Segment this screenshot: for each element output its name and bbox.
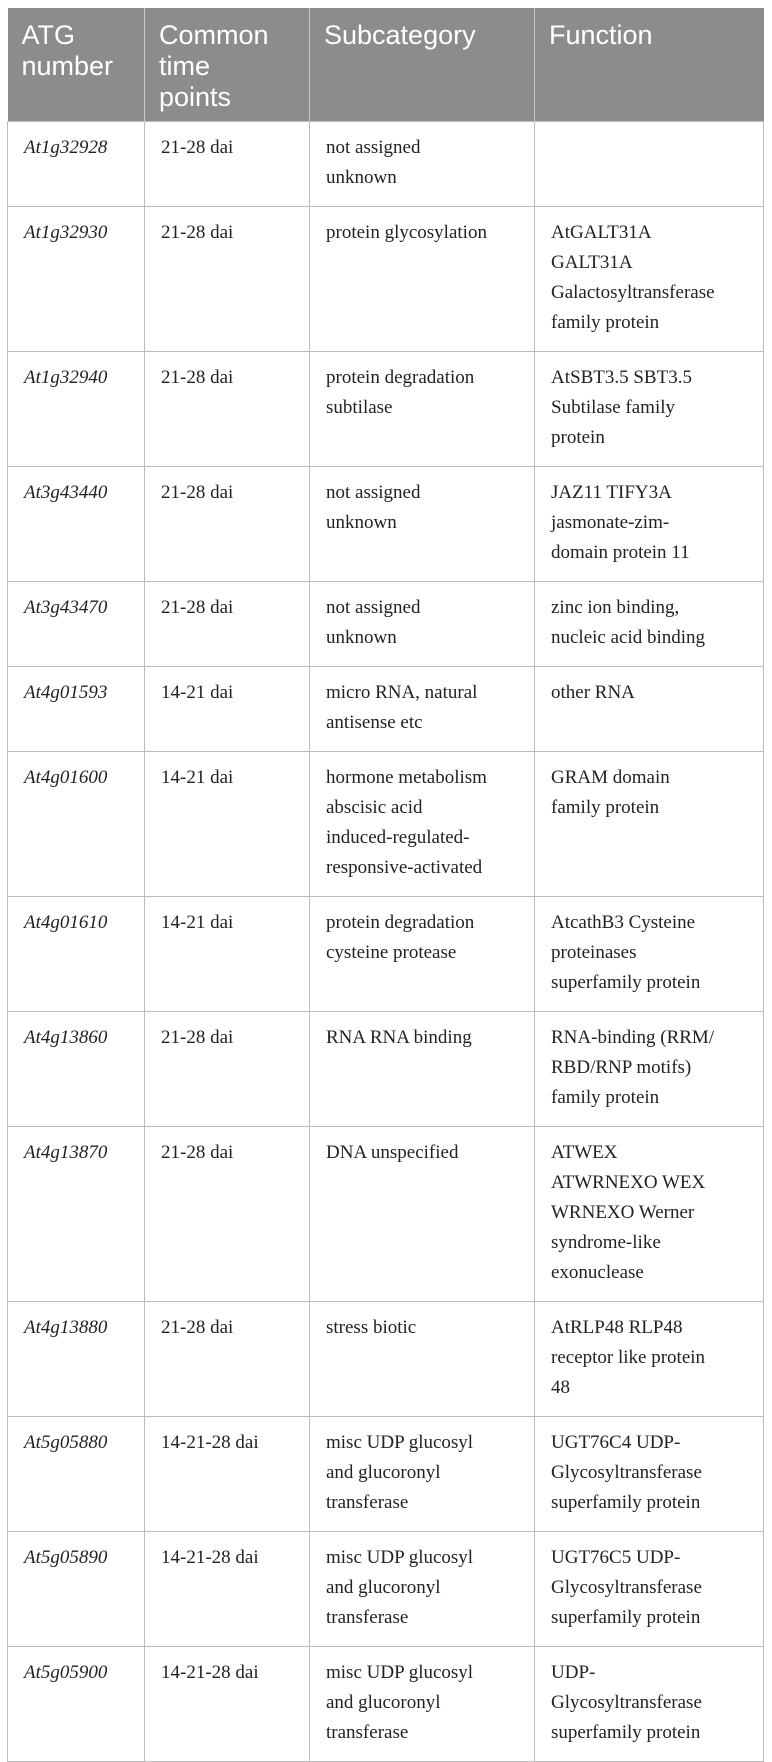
time-points-cell: 14-21 dai [145,667,310,752]
function-cell: RNA-binding (RRM/ RBD/RNP motifs) family protein [535,1012,764,1127]
table-row [8,1012,764,1127]
subcategory-cell: misc UDP glucosyl and glucoronyl transferase [310,1647,535,1762]
gene-table [7,8,764,1762]
header-common-time-points: Common time points [145,8,310,122]
function-cell: other RNA [535,667,764,752]
time-points-cell: 21-28 dai [145,582,310,667]
time-points-cell: 21-28 dai [145,1012,310,1127]
table-row [8,582,764,667]
time-points-cell: 14-21-28 dai [145,1417,310,1532]
atg-number-cell: At4g13880 [8,1302,145,1417]
atg-number-cell: At1g32928 [8,122,145,207]
gene-table-container [7,8,763,1762]
time-points-cell: 21-28 dai [145,467,310,582]
atg-number-cell: At4g01610 [8,897,145,1012]
table-row [8,1532,764,1647]
header-row [8,8,764,122]
table-row [8,1127,764,1302]
function-cell: JAZ11 TIFY3A jasmonate-zim- domain protein 11 [535,467,764,582]
subcategory-cell: protein glycosylation [310,207,535,352]
function-cell: ATWEX ATWRNEXO WEX WRNEXO Werner syndrome-like exonuclease [535,1127,764,1302]
subcategory-cell: RNA RNA binding [310,1012,535,1127]
subcategory-cell: micro RNA, natural antisense etc [310,667,535,752]
subcategory-cell: protein degradation subtilase [310,352,535,467]
time-points-cell: 21-28 dai [145,352,310,467]
table-row [8,1647,764,1762]
function-cell [535,122,764,207]
subcategory-cell: misc UDP glucosyl and glucoronyl transferase [310,1417,535,1532]
function-cell: AtcathB3 Cysteine proteinases superfamily protein [535,897,764,1012]
table-body [8,122,764,1762]
function-cell: GRAM domain family protein [535,752,764,897]
time-points-cell: 21-28 dai [145,122,310,207]
table-row [8,467,764,582]
table-header [8,8,764,122]
time-points-cell: 21-28 dai [145,1127,310,1302]
atg-number-cell: At4g01600 [8,752,145,897]
subcategory-cell: hormone metabolism abscisic acid induced-regulated- responsive-activated [310,752,535,897]
atg-number-cell: At3g43470 [8,582,145,667]
atg-number-cell: At1g32940 [8,352,145,467]
table-row [8,1302,764,1417]
header-function: Function [535,8,764,122]
subcategory-cell: not assigned unknown [310,582,535,667]
atg-number-cell: At1g32930 [8,207,145,352]
function-cell: zinc ion binding, nucleic acid binding [535,582,764,667]
atg-number-cell: At4g01593 [8,667,145,752]
atg-number-cell: At4g13870 [8,1127,145,1302]
function-cell: AtSBT3.5 SBT3.5 Subtilase family protein [535,352,764,467]
function-cell: UDP- Glycosyltransferase superfamily protein [535,1647,764,1762]
atg-number-cell: At5g05900 [8,1647,145,1762]
subcategory-cell: stress biotic [310,1302,535,1417]
subcategory-cell: not assigned unknown [310,467,535,582]
atg-number-cell: At5g05890 [8,1532,145,1647]
table-row [8,122,764,207]
function-cell: AtGALT31A GALT31A Galactosyltransferase family protein [535,207,764,352]
time-points-cell: 14-21-28 dai [145,1647,310,1762]
subcategory-cell: protein degradation cysteine protease [310,897,535,1012]
subcategory-cell: not assigned unknown [310,122,535,207]
time-points-cell: 14-21 dai [145,897,310,1012]
table-row [8,752,764,897]
atg-number-cell: At5g05880 [8,1417,145,1532]
time-points-cell: 14-21 dai [145,752,310,897]
function-cell: AtRLP48 RLP48 receptor like protein 48 [535,1302,764,1417]
atg-number-cell: At4g13860 [8,1012,145,1127]
subcategory-cell: misc UDP glucosyl and glucoronyl transferase [310,1532,535,1647]
atg-number-cell: At3g43440 [8,467,145,582]
time-points-cell: 21-28 dai [145,207,310,352]
header-subcategory: Subcategory [310,8,535,122]
time-points-cell: 21-28 dai [145,1302,310,1417]
table-row [8,1417,764,1532]
table-row [8,897,764,1012]
table-row [8,207,764,352]
function-cell: UGT76C5 UDP- Glycosyltransferase superfamily protein [535,1532,764,1647]
function-cell: UGT76C4 UDP- Glycosyltransferase superfamily protein [535,1417,764,1532]
subcategory-cell: DNA unspecified [310,1127,535,1302]
table-row [8,352,764,467]
table-row [8,667,764,752]
header-atg-number: ATG number [8,8,145,122]
time-points-cell: 14-21-28 dai [145,1532,310,1647]
